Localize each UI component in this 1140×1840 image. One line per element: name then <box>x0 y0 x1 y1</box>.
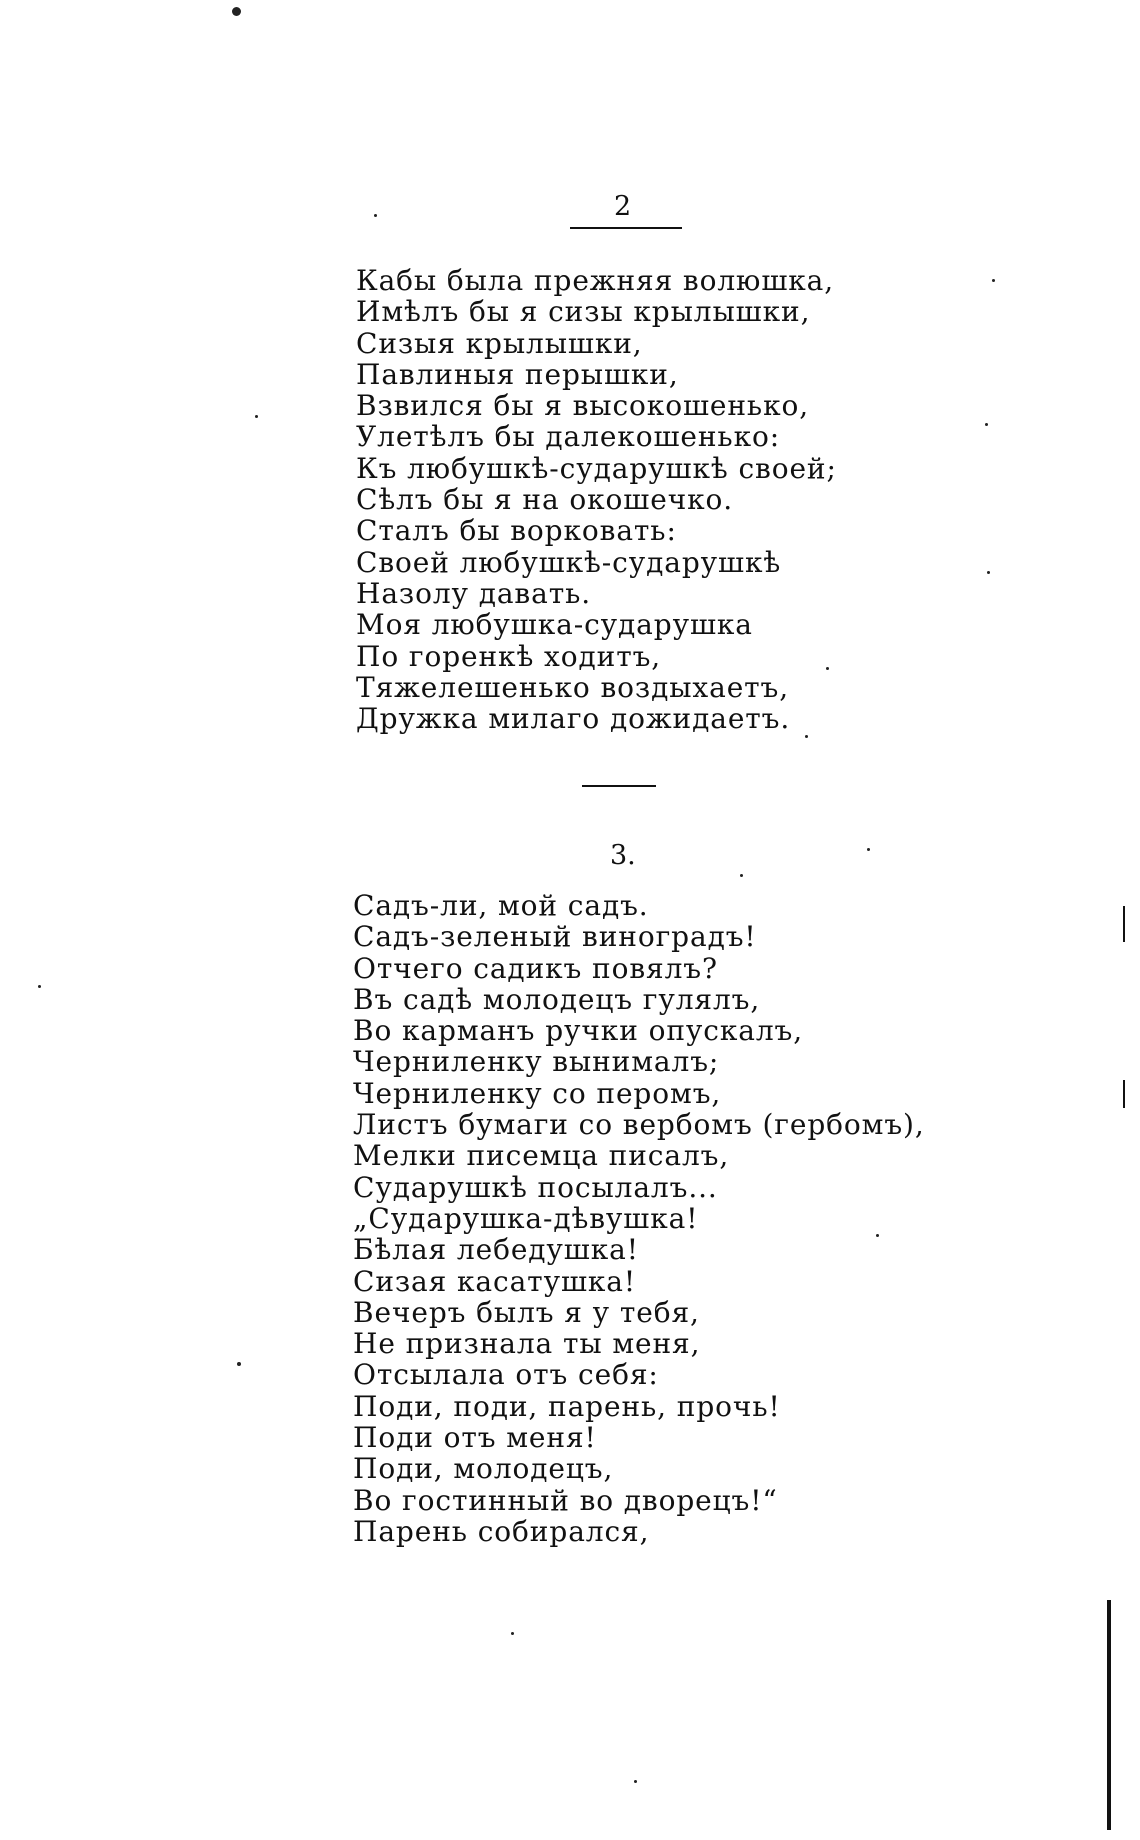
poem-line: Сизыя крылышки, <box>356 326 643 360</box>
poem-line: Мелки писемца писалъ, <box>353 1139 730 1173</box>
section-number: 3. <box>610 840 636 871</box>
poem-line: Тяжелешенько воздыхаетъ, <box>356 670 790 704</box>
poem-line: Улетѣлъ бы далекошенько: <box>356 420 781 454</box>
poem-line: Не признала ты меня, <box>353 1327 701 1361</box>
scan-speck <box>867 848 870 851</box>
page-number: 2 <box>614 191 632 222</box>
section-divider <box>582 785 656 787</box>
poem-line: Бѣлая лебедушка! <box>353 1233 639 1267</box>
scan-speck <box>826 667 829 670</box>
poem-line: Сѣлъ бы я на окошечко. <box>356 483 734 517</box>
poem-line: Сталъ бы ворковать: <box>356 514 677 548</box>
scan-speck <box>987 571 990 574</box>
poem-line: Своей любушкѣ-сударушкѣ <box>356 545 782 579</box>
binding-edge-mark <box>1123 906 1125 942</box>
scan-speck <box>38 985 41 988</box>
poem-line: По горенкѣ ходитъ, <box>356 639 662 673</box>
poem-line: Отсылала отъ себя: <box>353 1358 659 1392</box>
scan-speck <box>876 1234 879 1237</box>
poem-line: Листъ бумаги со вербомъ (гербомъ), <box>353 1108 925 1142</box>
scan-speck <box>511 1632 514 1635</box>
poem-line: Поди, поди, парень, прочь! <box>353 1389 781 1423</box>
poem-line: Назолу давать. <box>356 576 592 610</box>
poem-line: Взвился бы я высокошенько, <box>356 389 810 423</box>
poem-line: Поди отъ меня! <box>353 1421 597 1455</box>
poem-line: Дружка милаго дожидаетъ. <box>356 702 791 736</box>
poem-line: Поди, молодецъ, <box>353 1452 614 1486</box>
poem-line: Черниленку со перомъ, <box>353 1076 722 1110</box>
scan-speck <box>805 735 808 738</box>
binding-edge-mark <box>1107 1600 1111 1830</box>
poem-section-3 <box>353 890 925 1547</box>
poem-line: Имѣлъ бы я сизы крылышки, <box>356 295 811 329</box>
poem-line: Въ садѣ молодецъ гулялъ, <box>353 982 761 1016</box>
poem-line: Сизая касатушка! <box>353 1264 637 1298</box>
scan-speck <box>992 279 995 282</box>
poem-line: Во гостинный во дворецъ!“ <box>353 1483 778 1517</box>
poem-line: Сударушкѣ посылалъ... <box>353 1170 718 1204</box>
poem-line: Во карманъ ручки опускалъ, <box>353 1014 804 1048</box>
poem-line: Къ любушкѣ-сударушкѣ своей; <box>356 451 837 485</box>
poem-line: Кабы была прежняя волюшка, <box>356 264 835 297</box>
scan-speck <box>374 214 377 217</box>
poem-line: „Сударушка-дѣвушка! <box>353 1201 699 1235</box>
poem-section-2 <box>356 265 837 734</box>
poem-line: Вечеръ былъ я у тебя, <box>353 1295 700 1329</box>
scan-speck <box>740 874 743 877</box>
poem-line: Отчего садикъ повялъ? <box>353 951 718 985</box>
scan-speck <box>985 423 988 426</box>
poem-line: Павлиныя перышки, <box>356 357 679 391</box>
poem-line: Парень собирался, <box>353 1514 650 1548</box>
scan-speck <box>255 415 258 418</box>
poem-line: Садъ-зеленый виноградъ! <box>353 920 757 954</box>
poem-line: Садъ-ли, мой садъ. <box>353 889 649 922</box>
binding-edge-mark <box>1123 1080 1125 1108</box>
header-rule <box>570 227 682 229</box>
poem-line: Черниленку вынималъ; <box>353 1045 720 1079</box>
scan-speck <box>232 7 241 16</box>
scan-speck <box>634 1780 637 1783</box>
poem-line: Моя любушка-сударушка <box>356 608 753 642</box>
scan-speck <box>237 1362 241 1366</box>
